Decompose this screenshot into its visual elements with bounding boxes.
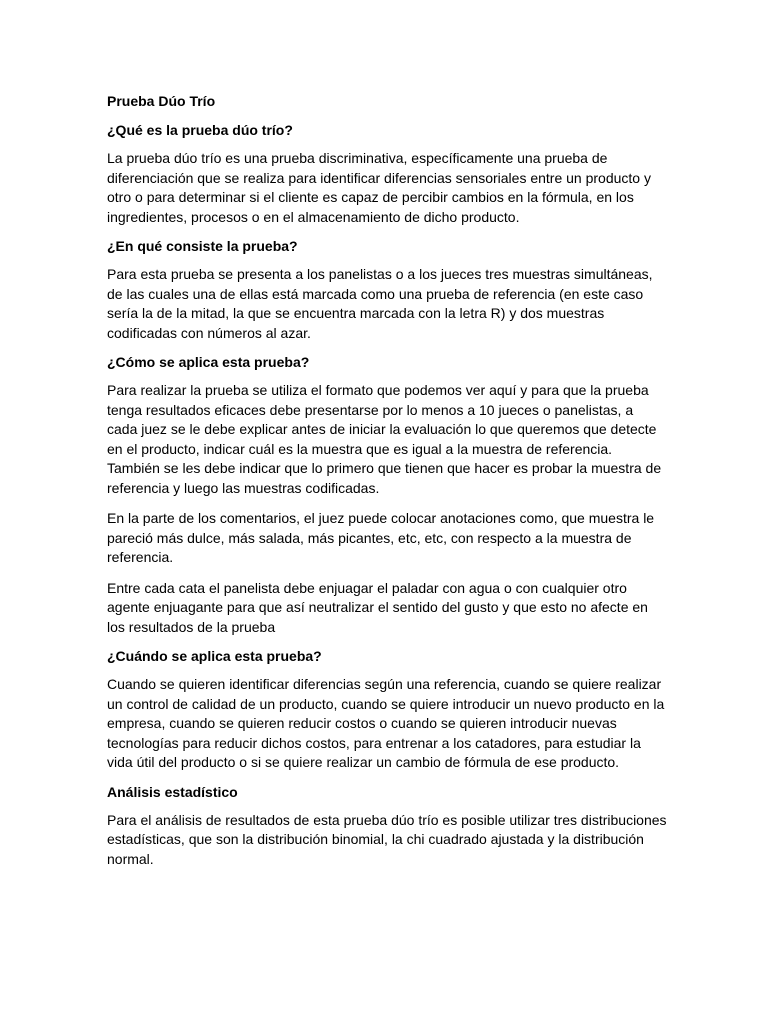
paragraph-analisis-estadistico: Para el análisis de resultados de esta prueba dúo trío es posible utilizar tres distribuciones estadísticas, que son la distribución binomial, la chi cuadrado ajustada y la distribución normal. bbox=[107, 811, 667, 867]
paragraph-en-que-consiste: Para esta prueba se presenta a los panelistas o a los jueces tres muestras simultáneas, de las cuales una de ellas está marcada como una prueba de referencia (en este caso sería la de la mitad, la que se encuentra marcada con la letra R) y dos muestras codificadas con números al azar. bbox=[107, 266, 653, 341]
paragraph-como-se-aplica-1: Para realizar la prueba se utiliza el formato que podemos ver aquí y para que la prueba tenga resultados eficaces debe presentarse por lo menos a 10 jueces o panelistas, a cada juez se le debe explicar antes de iniciar la evaluación lo que queremos que detecte en el producto, indicar cuál es la muestra que es igual a la muestra de referencia. También se les debe indicar que lo primero que tienen que hacer es probar la muestra de referencia y luego las muestras codificadas. bbox=[107, 382, 662, 496]
paragraph-como-se-aplica-3: Entre cada cata el panelista debe enjuagar el paladar con agua o con cualquier otro agente enjuagante para que así neutralizar el sentido del gusto y que esto no afecte en los resultados de la prueba bbox=[107, 579, 648, 635]
paragraph-cuando-se-aplica: Cuando se quieren identificar diferencias según una referencia, cuando se quiere realizar un control de calidad de un producto, cuando se quiere introducir un nuevo producto en la empresa, cuando se quieren reducir costos o cuando se quieren introducir nuevas tecnologías para reducir dichos costos, para entrenar a los catadores, para estudiar la vida útil del producto o si se quiere realizar un cambio de fórmula de ese producto. bbox=[107, 676, 665, 770]
document-page bbox=[107, 92, 667, 869]
paragraph-como-se-aplica-2: En la parte de los comentarios, el juez puede colocar anotaciones como, que muestra le pareció más dulce, más salada, más picantes, etc, etc, con respecto a la muestra de referencia. bbox=[107, 510, 655, 565]
document-title: Prueba Dúo Trío bbox=[107, 93, 216, 109]
heading-cuando-se-aplica: ¿Cuándo se aplica esta prueba? bbox=[107, 648, 322, 664]
paragraph-que-es: La prueba dúo trío es una prueba discriminativa, específicamente una prueba de diferenciación que se realiza para identificar diferencias sensoriales entre un producto y otro o para determinar si el cliente es capaz de percibir cambios en la fórmula, en los ingredientes, procesos o en el almacenamiento de dicho producto. bbox=[107, 150, 651, 225]
heading-analisis-estadistico: Análisis estadístico bbox=[107, 783, 238, 800]
heading-que-es: ¿Qué es la prueba dúo trío? bbox=[107, 122, 293, 138]
heading-en-que-consiste: ¿En qué consiste la prueba? bbox=[107, 238, 298, 254]
heading-como-se-aplica: ¿Cómo se aplica esta prueba? bbox=[107, 354, 310, 370]
